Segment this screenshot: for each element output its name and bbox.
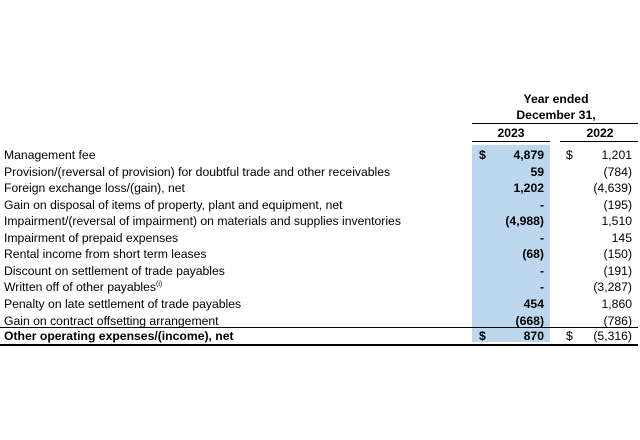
row-label: Discount on settlement of trade payables bbox=[4, 263, 225, 278]
total-value-2022: (5,316) bbox=[593, 329, 632, 343]
table-row bbox=[0, 280, 640, 296]
table-row bbox=[0, 297, 640, 313]
header-date: December 31, bbox=[516, 108, 596, 122]
row-label: Management fee bbox=[4, 148, 96, 162]
header-col-2023: 2023 bbox=[497, 126, 525, 140]
table-row bbox=[0, 165, 640, 181]
table-row bbox=[0, 247, 640, 263]
row-value-2022: (4,639) bbox=[593, 181, 632, 196]
table-row bbox=[0, 264, 640, 280]
row-value-2023: - bbox=[539, 197, 544, 212]
row-value-2022: 1,201 bbox=[601, 148, 632, 162]
row-label: Provision/(reversal of provision) for doubtful trade and other receivables bbox=[4, 164, 391, 179]
row-label: Written off of other payables$^{(i)}$ bbox=[4, 280, 163, 295]
row-label: Rental income from short term leases bbox=[4, 247, 207, 262]
row-value-2023: 59 bbox=[530, 164, 544, 179]
row-label: Foreign exchange loss/(gain), net bbox=[4, 181, 185, 196]
col-2022-rule bbox=[560, 141, 638, 142]
row-value-2023: - bbox=[539, 280, 544, 295]
row-label: Impairment of prepaid expenses bbox=[4, 230, 179, 245]
row-value-2023: 4,879 bbox=[513, 148, 544, 162]
table-row bbox=[0, 231, 640, 247]
row-value-2023: (4,988) bbox=[505, 214, 544, 229]
total-row bbox=[0, 329, 640, 345]
row-value-2022: (3,287) bbox=[593, 280, 632, 295]
col-2023-rule bbox=[472, 141, 550, 142]
row-value-2023: (68) bbox=[522, 247, 544, 262]
row-value-2022: (191) bbox=[603, 263, 632, 278]
row-dollar-2022: $ bbox=[566, 148, 573, 162]
row-dollar-2023: $ bbox=[479, 148, 486, 162]
row-value-2023: - bbox=[539, 230, 544, 245]
total-dollar-2022: $ bbox=[566, 329, 573, 343]
row-value-2023: 454 bbox=[523, 296, 544, 311]
total-label: Other operating expenses/(income), net bbox=[4, 329, 234, 343]
header-rule bbox=[472, 123, 638, 124]
table-row bbox=[0, 214, 640, 230]
total-dollar-2023: $ bbox=[479, 329, 486, 343]
row-label: Penalty on late settlement of trade payables bbox=[4, 296, 242, 311]
row-value-2022: (195) bbox=[603, 197, 632, 212]
table-row bbox=[0, 198, 640, 214]
table-row bbox=[0, 148, 640, 164]
table-row bbox=[0, 181, 640, 197]
row-value-2022: 1,860 bbox=[601, 296, 632, 311]
row-value-2023: - bbox=[539, 263, 544, 278]
row-label: Gain on contract offsetting arrangement bbox=[4, 313, 219, 328]
row-value-2022: (784) bbox=[603, 164, 632, 179]
header-col-2022: 2022 bbox=[586, 126, 614, 140]
total-bottom-rule bbox=[0, 344, 638, 346]
footnote-marker: (i) bbox=[155, 281, 163, 289]
row-label: Gain on disposal of items of property, plant and equipment, net bbox=[4, 197, 343, 212]
row-label: Impairment/(reversal of impairment) on materials and supplies inventories bbox=[4, 214, 401, 229]
total-value-2023: 870 bbox=[523, 329, 544, 343]
row-value-2022: (786) bbox=[603, 313, 632, 328]
row-value-2022: (150) bbox=[603, 247, 632, 262]
row-value-2023: 1,202 bbox=[513, 181, 544, 196]
row-value-2022: 145 bbox=[611, 230, 632, 245]
total-top-rule bbox=[0, 327, 638, 328]
row-value-2023: (668) bbox=[515, 313, 544, 328]
header-year-ended: Year ended bbox=[523, 92, 589, 106]
row-value-2022: 1,510 bbox=[601, 214, 632, 229]
